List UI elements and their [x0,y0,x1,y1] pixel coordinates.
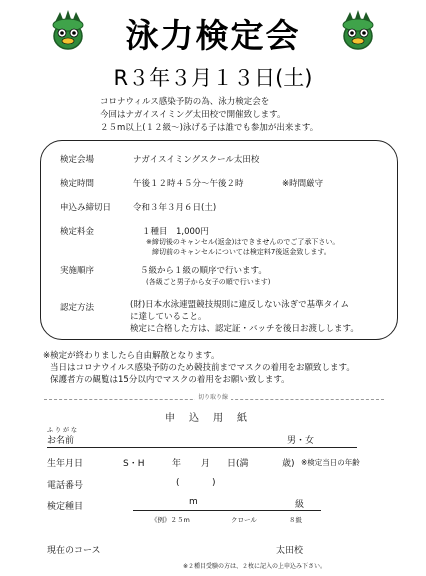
fee-note: 締切前のキャンセルについては検定料7後返金致します。 [152,248,331,256]
grade-unit: 級 [295,500,305,510]
age-note: ※検定当日の年齢 [301,458,360,467]
age-unit: 歳) [282,459,295,469]
time-value: 午後１２時４５分～午後２時 [133,179,244,189]
event-date: R３年３月１３日(土) [113,66,313,90]
method-line: 検定に合格した方は、認定証・バッチを後日お渡しします。 [130,324,359,334]
method-line: に達していること。 [130,312,207,322]
deadline-value: 令和３年３月６日(土) [133,203,217,213]
course-value: 太田校 [276,546,304,556]
venue-value: ナガイスイミングスクール太田校 [133,155,260,165]
phone-paren-open: ( [176,478,180,488]
order-note: (各級ごと男子から女子の順で行います) [146,278,271,286]
note-line: ※検定が終わりましたら自由解散となります。 [43,351,220,361]
form-footnote: ※２種目受験の方は、２枚に記入の上申込み下さい。 [183,563,327,570]
intro-line: 今回はナガイスイミング太田校で開催致します。 [100,110,286,120]
method-line: (財)日本水泳連盟競技規則に違反しない泳ぎで基準タイム [130,300,349,310]
name-label: お名前 [47,436,75,446]
fee-label: 検定料金 [60,227,95,237]
year-unit: 年 [172,459,182,469]
fee-note: ※締切後のキャンセル(返金)はできませんのでご了承下さい。 [146,238,340,246]
era-options[interactable]: S・H [123,459,145,469]
method-label: 認定方法 [60,303,95,313]
event-label: 検定種目 [47,502,84,512]
example-distance: 《例》２５m [151,516,190,524]
intro-text [100,96,420,135]
phone-field[interactable] [120,474,340,490]
month-unit: 月 [201,459,211,469]
day-unit: 日(満 [227,459,249,469]
fee-value: １種目 1,000円 [142,227,209,237]
cut-label-text: 切り取り線 [195,394,231,401]
notes [43,350,423,386]
phone-paren-close: ) [212,478,216,488]
order-value: ５級から１級の順序で行います。 [140,266,267,276]
example-grade: ８級 [289,516,302,524]
time-note: ※時間厳守 [282,179,324,189]
cut-label [0,392,426,401]
method-value [130,299,390,335]
page-title: 泳力検定会 [125,16,301,55]
gender-options[interactable]: 男・女 [287,436,315,446]
meter-unit: m [189,497,198,507]
intro-line: ２５m以上(１２級～)泳げる子は誰でも参加が出来ます。 [100,123,319,133]
venue-label: 検定会場 [60,155,95,165]
deadline-label: 申込み締切日 [60,203,112,213]
example-stroke: クロール [231,516,257,524]
name-underline [47,447,357,448]
time-label: 検定時間 [60,179,95,189]
birth-label: 生年月日 [47,459,84,469]
course-label: 現在のコース [47,546,101,556]
note-line: 保護者方の観覧は15分以内でマスクの着用をお願い致します。 [50,375,290,385]
note-line: 当日はコロナウイルス感染予防のため競技前までマスクの着用をお願致します。 [50,363,355,373]
order-label: 実施順序 [60,266,95,276]
event-underline [133,510,321,511]
intro-line: コロナウィルス感染予防の為、泳力検定会を [100,97,270,107]
phone-label: 電話番号 [47,481,84,491]
name-ruby: ふりがな [47,427,80,434]
form-title: 申込用紙 [165,413,261,424]
